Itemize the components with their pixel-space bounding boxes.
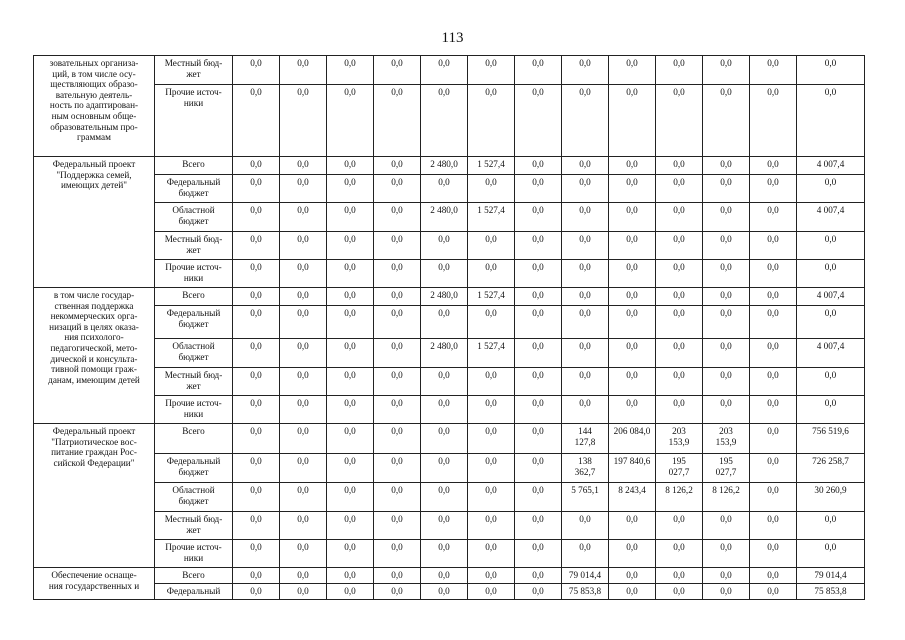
value-cell: 0,0	[468, 306, 515, 339]
total-value-cell: 0,0	[797, 85, 865, 157]
total-value-cell: 0,0	[797, 306, 865, 339]
value-cell: 0,0	[327, 157, 374, 175]
value-cell: 0,0	[703, 56, 750, 85]
value-cell: 0,0	[656, 260, 703, 288]
value-cell: 0,0	[280, 396, 327, 424]
value-cell: 138 362,7	[562, 454, 609, 483]
table-row	[34, 368, 865, 396]
value-cell: 0,0	[374, 339, 421, 368]
value-cell: 0,0	[468, 175, 515, 203]
value-cell: 0,0	[327, 512, 374, 540]
value-cell: 0,0	[280, 483, 327, 512]
value-cell: 0,0	[468, 568, 515, 584]
value-cell: 2 480,0	[421, 157, 468, 175]
value-cell: 0,0	[374, 512, 421, 540]
value-cell: 2 480,0	[421, 339, 468, 368]
value-cell: 0,0	[327, 454, 374, 483]
value-cell: 0,0	[703, 85, 750, 157]
value-cell: 1 527,4	[468, 157, 515, 175]
value-cell: 0,0	[562, 512, 609, 540]
value-cell: 0,0	[609, 232, 656, 260]
total-value-cell: 0,0	[797, 260, 865, 288]
value-cell: 0,0	[421, 424, 468, 454]
value-cell: 0,0	[562, 540, 609, 568]
value-cell: 0,0	[374, 396, 421, 424]
value-cell: 0,0	[468, 56, 515, 85]
total-value-cell: 756 519,6	[797, 424, 865, 454]
funding-source-cell: Прочие источ- ники	[155, 396, 233, 424]
value-cell: 0,0	[515, 203, 562, 232]
value-cell: 0,0	[327, 56, 374, 85]
value-cell: 0,0	[562, 157, 609, 175]
value-cell: 0,0	[656, 203, 703, 232]
value-cell: 0,0	[421, 396, 468, 424]
value-cell: 0,0	[280, 175, 327, 203]
funding-source-cell: Всего	[155, 424, 233, 454]
value-cell: 0,0	[421, 85, 468, 157]
total-value-cell: 4 007,4	[797, 203, 865, 232]
value-cell: 0,0	[656, 568, 703, 584]
value-cell: 0,0	[750, 424, 797, 454]
value-cell: 8 126,2	[656, 483, 703, 512]
value-cell: 0,0	[327, 288, 374, 306]
value-cell: 0,0	[421, 540, 468, 568]
value-cell: 0,0	[233, 584, 280, 600]
table-row	[34, 306, 865, 339]
value-cell: 0,0	[703, 368, 750, 396]
funding-source-cell: Областной бюджет	[155, 483, 233, 512]
value-cell: 0,0	[609, 568, 656, 584]
value-cell: 0,0	[233, 424, 280, 454]
table-row	[34, 85, 865, 157]
total-value-cell: 4 007,4	[797, 157, 865, 175]
value-cell: 0,0	[280, 454, 327, 483]
value-cell: 0,0	[515, 175, 562, 203]
value-cell: 0,0	[609, 396, 656, 424]
value-cell: 0,0	[750, 175, 797, 203]
value-cell: 0,0	[233, 568, 280, 584]
funding-source-cell: Областной бюджет	[155, 203, 233, 232]
value-cell: 0,0	[703, 203, 750, 232]
value-cell: 0,0	[656, 368, 703, 396]
value-cell: 0,0	[374, 232, 421, 260]
value-cell: 206 084,0	[609, 424, 656, 454]
value-cell: 0,0	[327, 483, 374, 512]
value-cell: 144 127,8	[562, 424, 609, 454]
value-cell: 0,0	[562, 260, 609, 288]
value-cell: 0,0	[703, 306, 750, 339]
value-cell: 0,0	[233, 85, 280, 157]
value-cell: 1 527,4	[468, 203, 515, 232]
funding-source-cell: Местный бюд- жет	[155, 56, 233, 85]
value-cell: 0,0	[374, 584, 421, 600]
value-cell: 0,0	[233, 454, 280, 483]
value-cell: 0,0	[609, 288, 656, 306]
table-row	[34, 483, 865, 512]
value-cell: 0,0	[562, 368, 609, 396]
value-cell: 0,0	[656, 175, 703, 203]
table-row	[34, 540, 865, 568]
measure-cell: Федеральный проект "Поддержка семей, имеющих детей"	[34, 157, 155, 288]
value-cell: 0,0	[374, 203, 421, 232]
value-cell: 0,0	[609, 339, 656, 368]
value-cell: 0,0	[515, 288, 562, 306]
table-row	[34, 175, 865, 203]
value-cell: 0,0	[421, 175, 468, 203]
value-cell: 0,0	[280, 424, 327, 454]
value-cell: 0,0	[562, 232, 609, 260]
measure-cell: Обеспечение оснаще- ния государственных и	[34, 568, 155, 600]
value-cell: 0,0	[656, 232, 703, 260]
value-cell: 0,0	[233, 339, 280, 368]
value-cell: 0,0	[280, 568, 327, 584]
value-cell: 0,0	[656, 157, 703, 175]
value-cell: 0,0	[233, 512, 280, 540]
value-cell: 0,0	[656, 584, 703, 600]
value-cell: 79 014,4	[562, 568, 609, 584]
funding-source-cell: Всего	[155, 288, 233, 306]
value-cell: 0,0	[421, 584, 468, 600]
value-cell: 0,0	[233, 203, 280, 232]
table-row	[34, 568, 865, 584]
table-row	[34, 157, 865, 175]
value-cell: 0,0	[656, 396, 703, 424]
funding-source-cell: Прочие источ- ники	[155, 260, 233, 288]
value-cell: 0,0	[562, 175, 609, 203]
measure-cell: Федеральный проект "Патриотическое вос- питание граждан Рос- сийской Федерации"	[34, 424, 155, 568]
value-cell: 0,0	[421, 56, 468, 85]
value-cell: 0,0	[562, 396, 609, 424]
funding-source-cell: Всего	[155, 568, 233, 584]
value-cell: 2 480,0	[421, 288, 468, 306]
value-cell: 0,0	[750, 203, 797, 232]
value-cell: 203 153,9	[656, 424, 703, 454]
value-cell: 75 853,8	[562, 584, 609, 600]
total-value-cell: 0,0	[797, 396, 865, 424]
value-cell: 0,0	[421, 260, 468, 288]
value-cell: 0,0	[468, 512, 515, 540]
value-cell: 0,0	[233, 540, 280, 568]
value-cell: 195 027,7	[656, 454, 703, 483]
value-cell: 0,0	[468, 368, 515, 396]
value-cell: 0,0	[280, 288, 327, 306]
value-cell: 0,0	[750, 232, 797, 260]
value-cell: 0,0	[233, 56, 280, 85]
funding-source-cell: Федеральный бюджет	[155, 454, 233, 483]
value-cell: 0,0	[609, 540, 656, 568]
funding-source-cell: Областной бюджет	[155, 339, 233, 368]
total-value-cell: 0,0	[797, 368, 865, 396]
value-cell: 0,0	[468, 232, 515, 260]
value-cell: 0,0	[703, 540, 750, 568]
value-cell: 0,0	[468, 540, 515, 568]
value-cell: 0,0	[703, 584, 750, 600]
value-cell: 0,0	[233, 175, 280, 203]
value-cell: 0,0	[327, 540, 374, 568]
value-cell: 0,0	[609, 368, 656, 396]
table-row	[34, 584, 865, 600]
value-cell: 0,0	[421, 232, 468, 260]
value-cell: 0,0	[750, 568, 797, 584]
value-cell: 0,0	[327, 339, 374, 368]
value-cell: 0,0	[562, 56, 609, 85]
total-value-cell: 30 260,9	[797, 483, 865, 512]
table-row	[34, 454, 865, 483]
value-cell: 0,0	[327, 260, 374, 288]
budget-table	[33, 55, 865, 600]
value-cell: 0,0	[374, 540, 421, 568]
value-cell: 0,0	[750, 540, 797, 568]
value-cell: 0,0	[515, 157, 562, 175]
value-cell: 0,0	[468, 85, 515, 157]
funding-source-cell: Местный бюд- жет	[155, 512, 233, 540]
value-cell: 0,0	[750, 56, 797, 85]
value-cell: 0,0	[233, 483, 280, 512]
value-cell: 0,0	[656, 512, 703, 540]
value-cell: 0,0	[750, 85, 797, 157]
value-cell: 0,0	[280, 157, 327, 175]
value-cell: 195 027,7	[703, 454, 750, 483]
value-cell: 0,0	[562, 339, 609, 368]
funding-source-cell: Местный бюд- жет	[155, 232, 233, 260]
value-cell: 0,0	[515, 424, 562, 454]
value-cell: 0,0	[703, 232, 750, 260]
value-cell: 0,0	[374, 454, 421, 483]
table-row	[34, 339, 865, 368]
value-cell: 0,0	[515, 368, 562, 396]
value-cell: 0,0	[280, 232, 327, 260]
table-row	[34, 424, 865, 454]
value-cell: 0,0	[750, 454, 797, 483]
value-cell: 0,0	[515, 396, 562, 424]
table-row	[34, 232, 865, 260]
value-cell: 0,0	[327, 203, 374, 232]
value-cell: 0,0	[233, 260, 280, 288]
value-cell: 0,0	[233, 396, 280, 424]
value-cell: 0,0	[609, 203, 656, 232]
value-cell: 0,0	[609, 85, 656, 157]
funding-source-cell: Федеральный	[155, 584, 233, 600]
value-cell: 0,0	[233, 306, 280, 339]
funding-source-cell: Всего	[155, 157, 233, 175]
table-row	[34, 56, 865, 85]
value-cell: 0,0	[515, 568, 562, 584]
value-cell: 2 480,0	[421, 203, 468, 232]
value-cell: 0,0	[327, 85, 374, 157]
value-cell: 0,0	[468, 396, 515, 424]
value-cell: 0,0	[750, 584, 797, 600]
value-cell: 0,0	[562, 203, 609, 232]
value-cell: 0,0	[421, 483, 468, 512]
value-cell: 0,0	[609, 306, 656, 339]
value-cell: 0,0	[515, 339, 562, 368]
value-cell: 0,0	[609, 260, 656, 288]
value-cell: 0,0	[468, 424, 515, 454]
value-cell: 0,0	[656, 85, 703, 157]
value-cell: 0,0	[421, 306, 468, 339]
page-number: 113	[441, 30, 464, 46]
value-cell: 0,0	[421, 454, 468, 483]
value-cell: 0,0	[656, 56, 703, 85]
value-cell: 0,0	[562, 288, 609, 306]
value-cell: 0,0	[327, 175, 374, 203]
value-cell: 0,0	[703, 260, 750, 288]
value-cell: 0,0	[750, 157, 797, 175]
value-cell: 0,0	[374, 424, 421, 454]
total-value-cell: 0,0	[797, 540, 865, 568]
value-cell: 0,0	[750, 260, 797, 288]
value-cell: 0,0	[515, 584, 562, 600]
value-cell: 0,0	[703, 339, 750, 368]
value-cell: 0,0	[703, 568, 750, 584]
value-cell: 0,0	[280, 306, 327, 339]
value-cell: 0,0	[609, 157, 656, 175]
value-cell: 0,0	[703, 288, 750, 306]
value-cell: 0,0	[280, 339, 327, 368]
value-cell: 0,0	[609, 56, 656, 85]
value-cell: 197 840,6	[609, 454, 656, 483]
value-cell: 0,0	[609, 175, 656, 203]
value-cell: 0,0	[656, 306, 703, 339]
total-value-cell: 75 853,8	[797, 584, 865, 600]
value-cell: 0,0	[515, 512, 562, 540]
value-cell: 0,0	[515, 454, 562, 483]
table-row	[34, 203, 865, 232]
value-cell: 0,0	[750, 306, 797, 339]
table-row	[34, 288, 865, 306]
value-cell: 0,0	[656, 540, 703, 568]
value-cell: 0,0	[750, 512, 797, 540]
value-cell: 0,0	[609, 512, 656, 540]
value-cell: 0,0	[233, 232, 280, 260]
value-cell: 0,0	[750, 339, 797, 368]
value-cell: 0,0	[280, 56, 327, 85]
funding-source-cell: Федеральный бюджет	[155, 306, 233, 339]
value-cell: 0,0	[374, 175, 421, 203]
value-cell: 0,0	[468, 584, 515, 600]
value-cell: 0,0	[515, 56, 562, 85]
measure-cell: в том числе государ- ственная поддержка некоммерческих орга- низаций в целях оказа- ния психолого- педагогической, мето- дической и консульта- тивной помощи граж- данам, имеющим детей	[34, 288, 155, 424]
measure-cell: зовательных организа- ций, в том числе осу- ществляющих образо- вательную деятель- ность по адаптирован- ным основным обще- образовательным про- граммам	[34, 56, 155, 157]
funding-source-cell: Прочие источ- ники	[155, 540, 233, 568]
value-cell: 0,0	[750, 368, 797, 396]
value-cell: 0,0	[750, 288, 797, 306]
value-cell: 0,0	[374, 85, 421, 157]
value-cell: 0,0	[374, 260, 421, 288]
value-cell: 0,0	[280, 203, 327, 232]
value-cell: 0,0	[703, 157, 750, 175]
value-cell: 8 126,2	[703, 483, 750, 512]
value-cell: 0,0	[468, 483, 515, 512]
value-cell: 0,0	[374, 288, 421, 306]
value-cell: 0,0	[515, 540, 562, 568]
table-row	[34, 512, 865, 540]
value-cell: 0,0	[562, 306, 609, 339]
table-row	[34, 260, 865, 288]
value-cell: 0,0	[233, 288, 280, 306]
funding-source-cell: Федеральный бюджет	[155, 175, 233, 203]
total-value-cell: 726 258,7	[797, 454, 865, 483]
value-cell: 0,0	[468, 454, 515, 483]
value-cell: 0,0	[280, 584, 327, 600]
value-cell: 0,0	[750, 396, 797, 424]
value-cell: 0,0	[703, 512, 750, 540]
total-value-cell: 0,0	[797, 232, 865, 260]
value-cell: 1 527,4	[468, 288, 515, 306]
value-cell: 0,0	[468, 260, 515, 288]
value-cell: 0,0	[656, 288, 703, 306]
total-value-cell: 0,0	[797, 512, 865, 540]
funding-source-cell: Местный бюд- жет	[155, 368, 233, 396]
value-cell: 0,0	[515, 483, 562, 512]
value-cell: 1 527,4	[468, 339, 515, 368]
value-cell: 0,0	[562, 85, 609, 157]
value-cell: 0,0	[609, 584, 656, 600]
value-cell: 0,0	[421, 512, 468, 540]
value-cell: 8 243,4	[609, 483, 656, 512]
value-cell: 0,0	[327, 306, 374, 339]
value-cell: 0,0	[374, 306, 421, 339]
table-row	[34, 396, 865, 424]
value-cell: 0,0	[327, 568, 374, 584]
value-cell: 0,0	[656, 339, 703, 368]
value-cell: 0,0	[327, 232, 374, 260]
value-cell: 0,0	[515, 232, 562, 260]
value-cell: 0,0	[515, 306, 562, 339]
value-cell: 0,0	[374, 56, 421, 85]
value-cell: 0,0	[327, 396, 374, 424]
value-cell: 0,0	[421, 568, 468, 584]
value-cell: 0,0	[703, 396, 750, 424]
value-cell: 0,0	[327, 368, 374, 396]
funding-source-cell: Прочие источ- ники	[155, 85, 233, 157]
value-cell: 0,0	[233, 368, 280, 396]
value-cell: 0,0	[280, 512, 327, 540]
value-cell: 0,0	[515, 85, 562, 157]
value-cell: 0,0	[233, 157, 280, 175]
value-cell: 0,0	[703, 175, 750, 203]
value-cell: 0,0	[421, 368, 468, 396]
value-cell: 0,0	[327, 584, 374, 600]
total-value-cell: 0,0	[797, 175, 865, 203]
value-cell: 203 153,9	[703, 424, 750, 454]
value-cell: 5 765,1	[562, 483, 609, 512]
total-value-cell: 4 007,4	[797, 339, 865, 368]
value-cell: 0,0	[374, 157, 421, 175]
value-cell: 0,0	[327, 424, 374, 454]
value-cell: 0,0	[374, 568, 421, 584]
value-cell: 0,0	[280, 368, 327, 396]
total-value-cell: 0,0	[797, 56, 865, 85]
value-cell: 0,0	[280, 260, 327, 288]
value-cell: 0,0	[750, 483, 797, 512]
value-cell: 0,0	[280, 540, 327, 568]
value-cell: 0,0	[280, 85, 327, 157]
total-value-cell: 79 014,4	[797, 568, 865, 584]
total-value-cell: 4 007,4	[797, 288, 865, 306]
value-cell: 0,0	[515, 260, 562, 288]
value-cell: 0,0	[374, 368, 421, 396]
value-cell: 0,0	[374, 483, 421, 512]
